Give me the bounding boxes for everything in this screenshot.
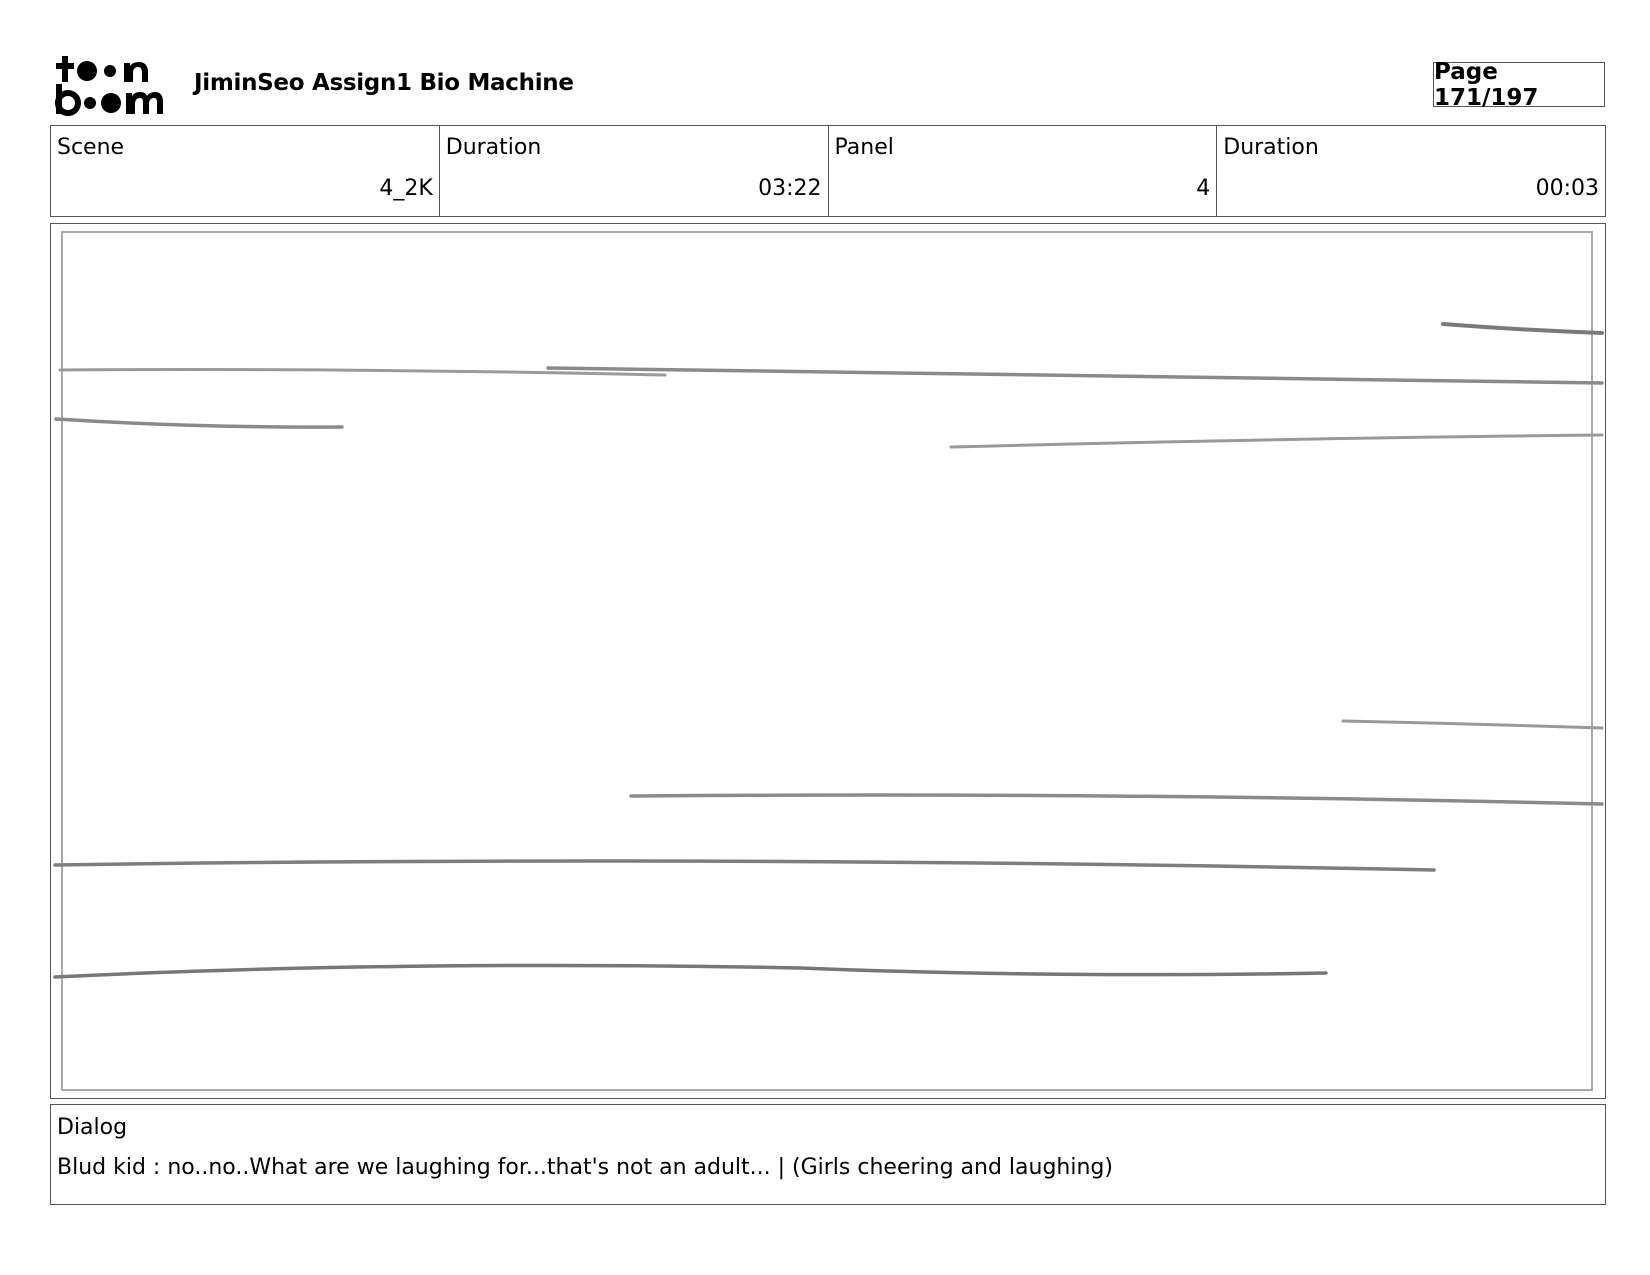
dialog-section — [50, 1104, 1606, 1205]
scene-label: Scene — [57, 135, 125, 160]
sketch-line — [548, 368, 1602, 383]
scene-duration-label: Duration — [445, 135, 542, 160]
sketch-line — [1443, 324, 1602, 333]
scene-duration-value: 03:22 — [758, 176, 822, 201]
sketch-line — [55, 861, 1434, 870]
panel-label: Panel — [834, 135, 894, 160]
dialog-text: Blud kid : no..no..What are we laughing for...that's not an adult... | (Girls cheering and laughing) — [57, 1155, 1113, 1180]
sketch-line — [56, 419, 342, 427]
sketch-line — [1343, 721, 1602, 728]
document-title: JiminSeo Assign1 Bio Machine — [194, 70, 574, 96]
sketch-line — [60, 370, 665, 375]
sketch-line — [55, 965, 1326, 977]
page-number-badge: Page 171/197 — [1433, 62, 1605, 107]
sketch-line — [951, 435, 1602, 447]
sketch-line — [631, 795, 1602, 804]
dialog-label: Dialog — [57, 1115, 128, 1140]
scene-value: 4_2K — [379, 176, 433, 201]
panel-duration-value: 00:03 — [1535, 176, 1599, 201]
panel-value: 4 — [1196, 176, 1211, 201]
panel-duration-label: Duration — [1223, 135, 1319, 160]
